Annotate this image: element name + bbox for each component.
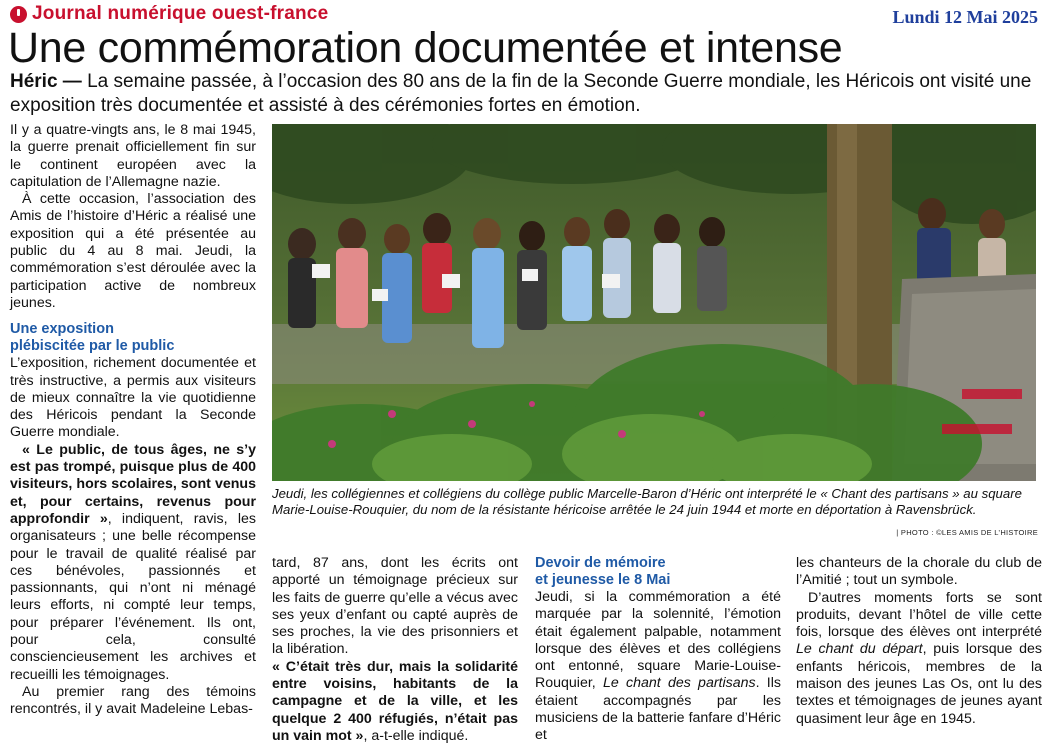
subheading: [535, 555, 781, 589]
photo-credit: | PHOTO : ©LES AMIS DE L’HISTOIRE: [896, 528, 1038, 537]
quote: « C’était très dur, mais la solidarité entre voisins, habitants de la campagne et de la ville, et les quelque 2 400 réfugiés, n’était pas un vain mot »: [272, 658, 518, 744]
paragraph: [535, 589, 781, 745]
paragraph: [796, 590, 1042, 728]
paragraph: [272, 659, 518, 745]
photo-caption: Jeudi, les collégiennes et collégiens du collège public Marcelle-Baron d’Héric ont interprété le « Chant des partisans » au square Marie-Louise-Rouquier, du nom de la résistante héricoise arrêtée le 24 juin 1944 et morte en déportation à Ravensbrück.: [272, 486, 1022, 517]
paragraph: tard, 87 ans, dont les écrits ont apporté un témoignage précieux sur les faits de guerre qu’elle a vécus avec ses yeux d’enfant ou capté auprès de ses proches, la vie des prisonniers et la libération.: [272, 555, 518, 658]
article-column-2: [272, 555, 518, 745]
subheading-line: Une exposition: [10, 321, 114, 338]
standfirst: [10, 70, 1040, 118]
standfirst-location: Héric —: [10, 71, 82, 92]
paragraph: les chanteurs de la chorale du club de l’Amitié ; tout un symbole.: [796, 555, 1042, 589]
paragraph: Il y a quatre-vingts ans, le 8 mai 1945, la guerre prenait officiellement fin sur le continent européen avec la capitulation de l’Allemagne nazie.: [10, 122, 256, 190]
quote-attribution: , indiquent, ravis, les organisateurs ; une belle récompense pour le travail de qualité réalisé par ces bénévoles, passionnés et passionnants, qui n’ont ni ménagé leurs efforts, ni compté leur temps, pour préparer l’événement. Ils ont, pour cela, consulté consciencieusement les archives et recueilli les témoignages.: [10, 510, 256, 683]
subheading-line: et jeunesse le 8 Mai: [535, 572, 671, 588]
masthead: [10, 3, 328, 25]
text-run: . Ils étaient accompagnés par les musiciens de la batterie fanfare d’Héric et: [535, 675, 781, 744]
song-title: Le chant du départ: [796, 641, 923, 658]
standfirst-text: La semaine passée, à l’occasion des 80 ans de la fin de la Seconde Guerre mondiale, les Héricois ont visité une exposition très documentée et assisté à des cérémonies fortes en émotion.: [10, 71, 1032, 116]
headline: Une commémoration documentée et intense: [8, 24, 843, 72]
article-column-1: [10, 122, 256, 719]
quote-attribution: , a-t-elle indiqué.: [363, 727, 469, 744]
journal-name: Journal numérique ouest-france: [32, 3, 329, 24]
article-photo: [272, 124, 1036, 481]
paragraph: Au premier rang des témoins rencontrés, il y avait Madeleine Lebas-: [10, 683, 256, 718]
song-title: Le chant des partisans: [602, 675, 756, 692]
paragraph: L’exposition, richement documentée et très instructive, a permis aux visiteurs de mieux connaître la vie quotidienne des Héricois pendant la Seconde Guerre mondiale.: [10, 355, 256, 441]
paragraph: À cette occasion, l’association des Amis de l’histoire d’Héric a réalisé une exposition qui a été présentée au public du 4 au 8 mai. Jeudi, la commémoration s’est déroulée avec la participation active de nombreux jeunes.: [10, 191, 256, 311]
photo-illustration: [272, 124, 1036, 481]
quote: « Le public, de tous âges, ne s’y est pas trompé, puisque plus de 400 visiteurs, hors scolaires, sont venus et, pour certains, revenus pour approfondir »: [10, 441, 256, 527]
publication-date: Lundi 12 Mai 2025: [892, 7, 1038, 27]
text-run: , puis lorsque des enfants héricois, membres de la maison des jeunes Las Os, ont lu des textes et témoignages de jeunes ayant quasiment leur âge en 1945.: [796, 641, 1042, 727]
ouest-france-logo-icon: [10, 6, 27, 23]
subheading-line: plébiscitée par le public: [10, 338, 175, 355]
text-run: D’autres moments forts se sont produits, devant l’hôtel de ville cette fois, lorsque des élèves ont interprété: [796, 589, 1042, 641]
text-run: Jeudi, si la commémoration a été marquée par la solennité, l’émotion était également palpable, notamment lorsque des élèves et des collégiens ont entonné, square Marie-Louise-Rouquier,: [535, 589, 781, 692]
paragraph: [10, 442, 256, 684]
article-column-4: [796, 555, 1042, 728]
subheading: [10, 321, 256, 355]
subheading-line: Devoir de mémoire: [535, 555, 666, 571]
article-column-3: [535, 555, 781, 745]
